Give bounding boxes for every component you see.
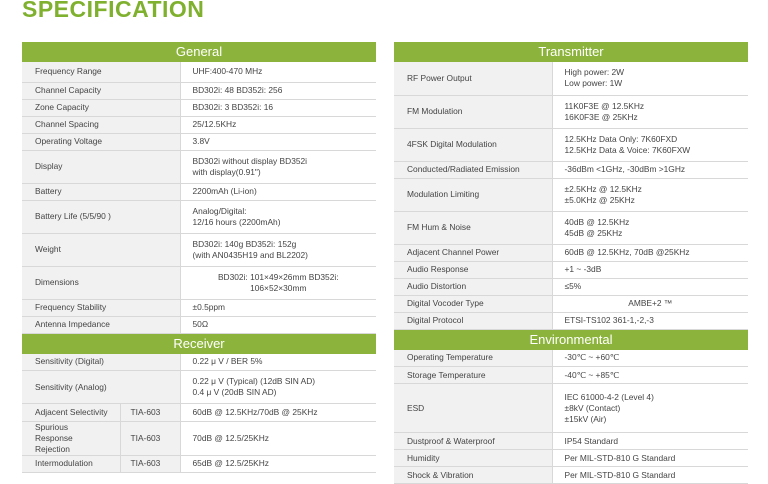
general-label: Battery (22, 183, 180, 200)
receiver-value: 65dB @ 12.5/25KHz (180, 455, 376, 472)
receiver-label: Sensitivity (Digital) (22, 354, 180, 371)
environmental-row (394, 350, 748, 367)
general-value: Analog/Digital: 12/16 hours (2200mAh) (180, 200, 376, 233)
transmitter-row (394, 312, 748, 329)
general-row (22, 116, 376, 133)
transmitter-label: FM Hum & Noise (394, 211, 552, 244)
general-header: General (22, 42, 376, 62)
general-value: BD302i: 101×49×26mm BD352i: 106×52×30mm (180, 266, 376, 299)
environmental-row (394, 384, 748, 433)
environmental-value: -40℃ ~ +85℃ (552, 367, 748, 384)
general-row (22, 150, 376, 183)
general-value: BD302i: 140g BD352i: 152g (with AN0435H19 and BL2202) (180, 233, 376, 266)
general-value: UHF:400-470 MHz (180, 62, 376, 82)
transmitter-header: Transmitter (394, 42, 748, 62)
transmitter-label: RF Power Output (394, 62, 552, 95)
transmitter-label: Conducted/Radiated Emission (394, 161, 552, 178)
environmental-label: Operating Temperature (394, 350, 552, 367)
transmitter-row (394, 95, 748, 128)
receiver-row (22, 421, 376, 455)
general-label: Operating Voltage (22, 133, 180, 150)
transmitter-row (394, 278, 748, 295)
transmitter-row (394, 62, 748, 95)
general-value: BD302i without display BD352i with display(0.91") (180, 150, 376, 183)
transmitter-value: ±2.5KHz @ 12.5KHz ±5.0KHz @ 25KHz (552, 178, 748, 211)
transmitter-row (394, 178, 748, 211)
environmental-value: IEC 61000-4-2 (Level 4) ±8kV (Contact) ±15kV (Air) (552, 384, 748, 433)
general-label: Channel Spacing (22, 116, 180, 133)
environmental-header: Environmental (394, 330, 748, 350)
transmitter-row (394, 211, 748, 244)
general-value: ±0.5ppm (180, 299, 376, 316)
receiver-header: Receiver (22, 334, 376, 354)
environmental-label: Shock & Vibration (394, 467, 552, 484)
general-value: 25/12.5KHz (180, 116, 376, 133)
receiver-value: 0.22 μ V / BER 5% (180, 354, 376, 371)
transmitter-value: ETSI-TS102 361-1,-2,-3 (552, 312, 748, 329)
receiver-value: 70dB @ 12.5/25KHz (180, 421, 376, 455)
receiver-row (22, 404, 376, 421)
general-row (22, 316, 376, 333)
receiver-split-table (22, 404, 376, 473)
general-row (22, 183, 376, 200)
environmental-row (394, 467, 748, 484)
general-value: BD302i: 3 BD352i: 16 (180, 99, 376, 116)
environmental-value: -30℃ ~ +60℃ (552, 350, 748, 367)
receiver-label: Intermodulation (22, 455, 120, 472)
environmental-label: Dustproof & Waterproof (394, 433, 552, 450)
receiver-standard: TIA-603 (120, 455, 180, 472)
general-value: 3.8V (180, 133, 376, 150)
general-table (22, 62, 376, 334)
receiver-value: 60dB @ 12.5KHz/70dB @ 25KHz (180, 404, 376, 421)
receiver-standard: TIA-603 (120, 404, 180, 421)
general-row (22, 233, 376, 266)
transmitter-value: 11K0F3E @ 12.5KHz 16K0F3E @ 25KHz (552, 95, 748, 128)
environmental-row (394, 433, 748, 450)
general-value: BD302i: 48 BD352i: 256 (180, 82, 376, 99)
transmitter-row (394, 295, 748, 312)
receiver-value: 0.22 μ V (Typical) (12dB SIN AD) 0.4 μ V (20dB SIN AD) (180, 371, 376, 404)
general-row (22, 133, 376, 150)
general-value: 2200mAh (Li-ion) (180, 183, 376, 200)
environmental-value: IP54 Standard (552, 433, 748, 450)
general-label: Antenna Impedance (22, 316, 180, 333)
environmental-label: Storage Temperature (394, 367, 552, 384)
general-label: Weight (22, 233, 180, 266)
right-column (394, 42, 748, 484)
transmitter-row (394, 261, 748, 278)
transmitter-row (394, 128, 748, 161)
left-column (22, 42, 376, 473)
general-value: 50Ω (180, 316, 376, 333)
general-label: Frequency Stability (22, 299, 180, 316)
environmental-row (394, 450, 748, 467)
general-label: Dimensions (22, 266, 180, 299)
general-row (22, 299, 376, 316)
transmitter-value: ≤5% (552, 278, 748, 295)
transmitter-label: FM Modulation (394, 95, 552, 128)
transmitter-label: Audio Response (394, 261, 552, 278)
transmitter-label: Digital Vocoder Type (394, 295, 552, 312)
transmitter-value: 60dB @ 12.5KHz, 70dB @25KHz (552, 244, 748, 261)
environmental-value: Per MIL-STD-810 G Standard (552, 467, 748, 484)
general-row (22, 200, 376, 233)
general-row (22, 62, 376, 82)
environmental-row (394, 367, 748, 384)
general-label: Display (22, 150, 180, 183)
transmitter-label: Adjacent Channel Power (394, 244, 552, 261)
transmitter-value: AMBE+2 ™ (552, 295, 748, 312)
environmental-table (394, 350, 748, 484)
receiver-row (22, 354, 376, 371)
transmitter-label: Audio Distortion (394, 278, 552, 295)
transmitter-label: Digital Protocol (394, 312, 552, 329)
transmitter-value: High power: 2W Low power: 1W (552, 62, 748, 95)
receiver-label: Spurious Response Rejection (22, 421, 120, 455)
transmitter-row (394, 244, 748, 261)
general-label: Battery Life (5/5/90 ) (22, 200, 180, 233)
environmental-label: Humidity (394, 450, 552, 467)
general-label: Zone Capacity (22, 99, 180, 116)
transmitter-table (394, 62, 748, 330)
receiver-label: Sensitivity (Analog) (22, 371, 180, 404)
transmitter-label: Modulation Limiting (394, 178, 552, 211)
receiver-label: Adjacent Selectivity (22, 404, 120, 421)
general-row (22, 266, 376, 299)
general-row (22, 99, 376, 116)
transmitter-value: +1 ~ -3dB (552, 261, 748, 278)
transmitter-value: 40dB @ 12.5KHz 45dB @ 25KHz (552, 211, 748, 244)
transmitter-row (394, 161, 748, 178)
receiver-row (22, 371, 376, 404)
general-label: Frequency Range (22, 62, 180, 82)
transmitter-value: 12.5KHz Data Only: 7K60FXD 12.5KHz Data & Voice: 7K60FXW (552, 128, 748, 161)
receiver-table (22, 354, 376, 405)
general-row (22, 82, 376, 99)
environmental-value: Per MIL-STD-810 G Standard (552, 450, 748, 467)
transmitter-label: 4FSK Digital Modulation (394, 128, 552, 161)
page-title: SPECIFICATION (22, 0, 204, 23)
receiver-standard: TIA-603 (120, 421, 180, 455)
general-label: Channel Capacity (22, 82, 180, 99)
transmitter-value: -36dBm <1GHz, -30dBm >1GHz (552, 161, 748, 178)
environmental-label: ESD (394, 384, 552, 433)
receiver-row (22, 455, 376, 472)
